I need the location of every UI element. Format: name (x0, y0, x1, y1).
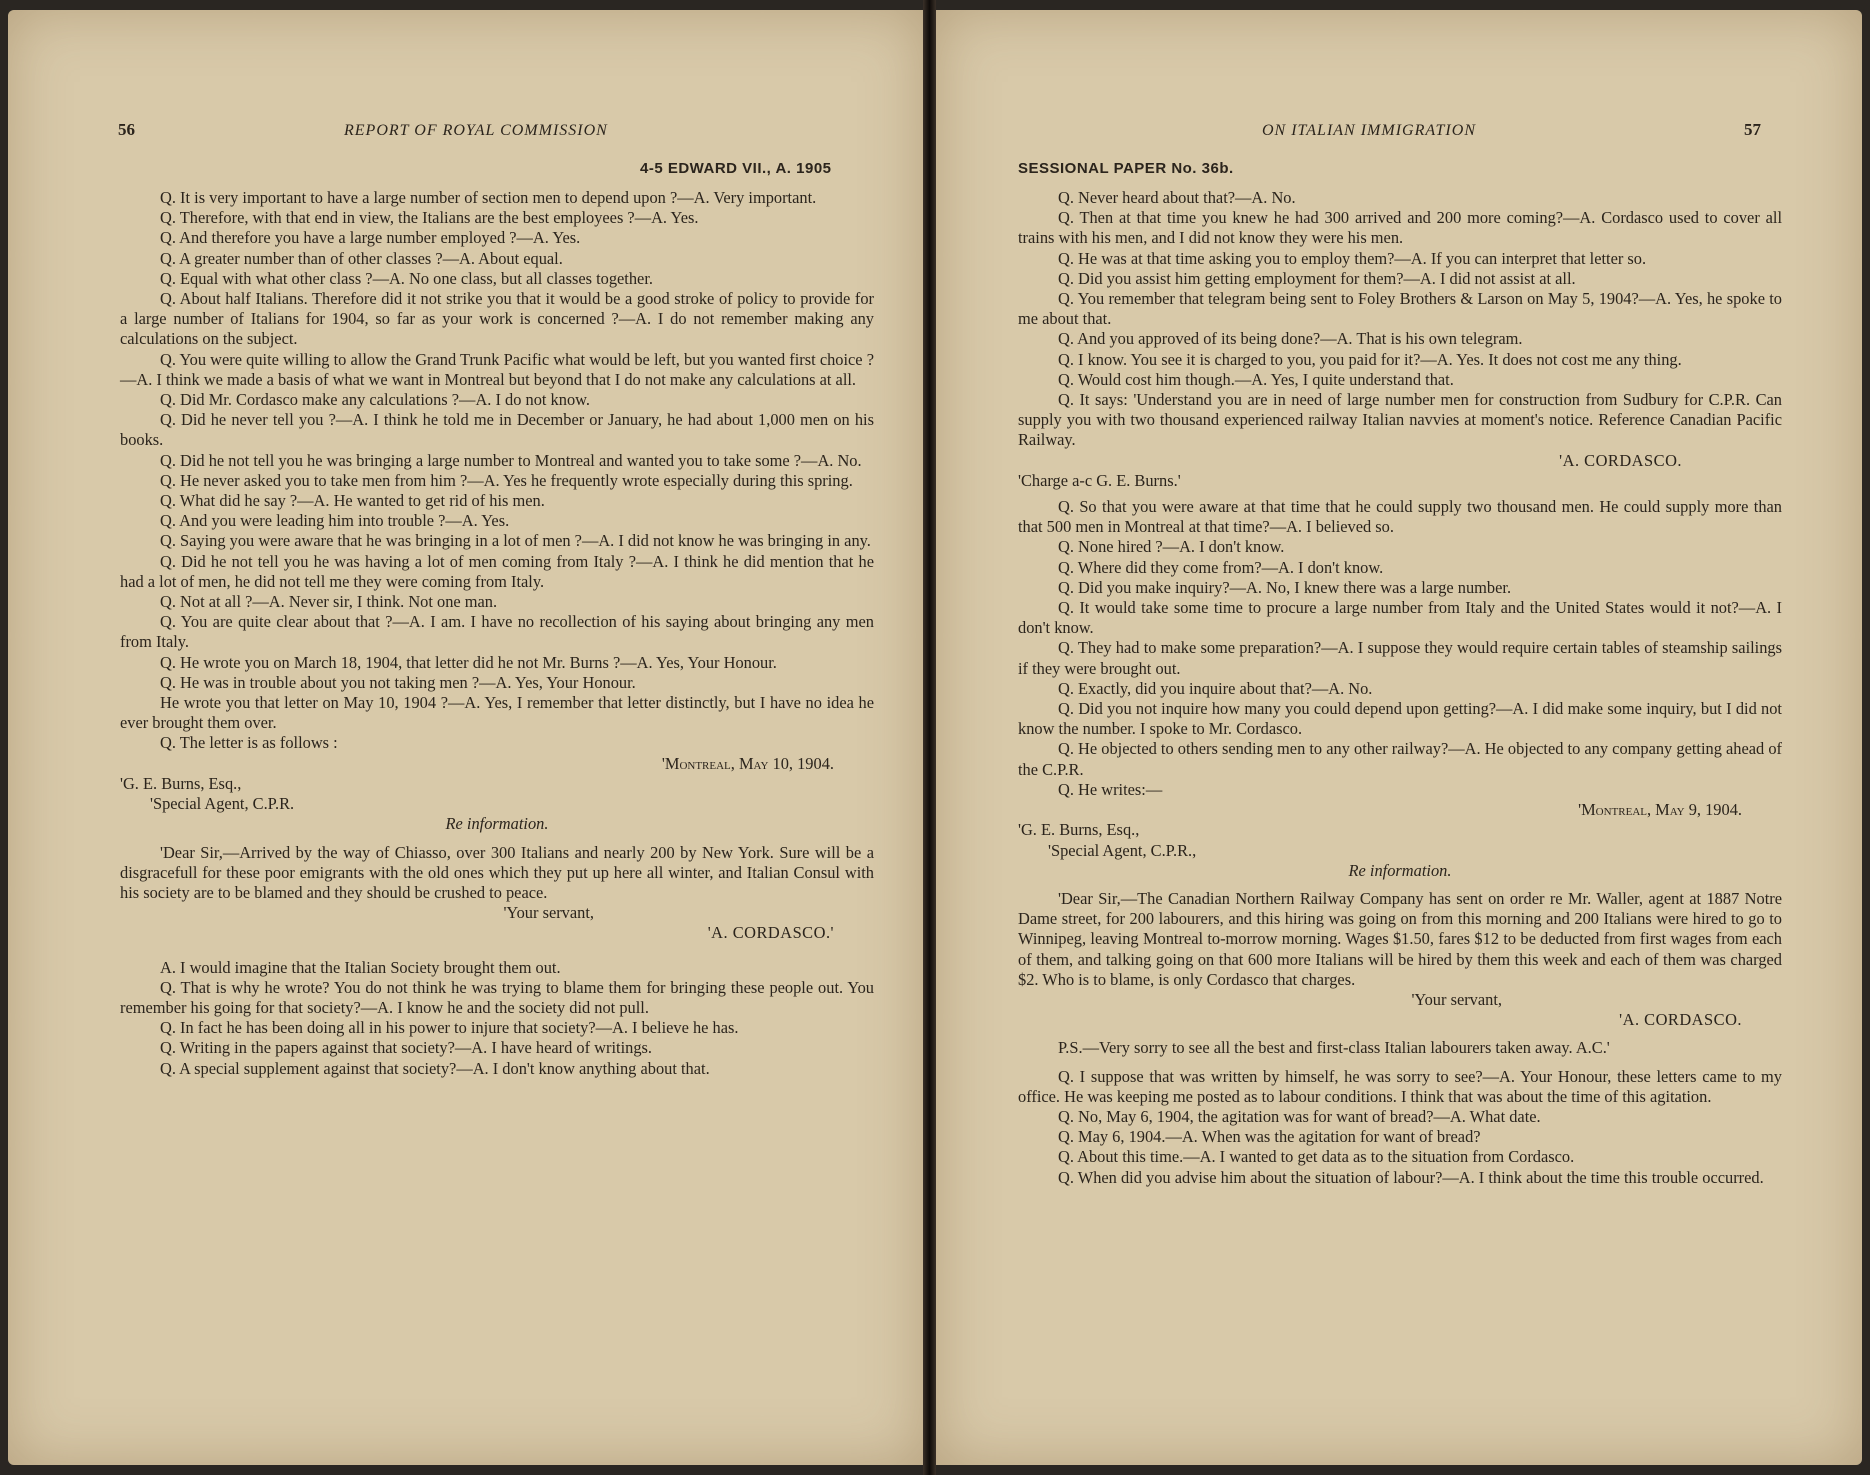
transcript-paragraph: Q. It is very important to have a large number of section men to depend upon ?—A. Very important. (160, 188, 817, 207)
transcript-paragraph: Q. And therefore you have a large number employed ?—A. Yes. (160, 228, 581, 248)
left-body-text (120, 188, 874, 1079)
letter-re-line: Re information. (445, 814, 549, 834)
letter-signature: 'A. CORDASCO. (1619, 1010, 1742, 1030)
letter-dateline: 'Montreal, May 9, 1904. (1578, 800, 1742, 820)
transcript-paragraph: Q. Did he never tell you ?—A. I think he told me in December or January, he had about 1,000 men on his books. (120, 410, 874, 450)
transcript-paragraph: Q. That is why he wrote? You do not think he was trying to blame them for bringing these people out. You remember his going for that society?—A. I know he and the society did not pull. (120, 977, 874, 1017)
transcript-paragraph: Q. Exactly, did you inquire about that?—A. No. (1058, 678, 1373, 698)
transcript-paragraph: Q. Saying you were aware that he was bringing in a lot of men ?—A. I did not know he was bringing in any. (160, 531, 871, 551)
transcript-paragraph: Q. Writing in the papers against that society?—A. I have heard of writings. (160, 1038, 652, 1058)
transcript-paragraph: Q. Did he not tell you he was bringing a large number to Montreal and wanted you to take some ?—A. No. (160, 450, 862, 470)
running-head: REPORT OF ROYAL COMMISSION (344, 122, 608, 139)
letter-closing: 'Your servant, (1411, 989, 1502, 1009)
session-label: 4-5 EDWARD VII., A. 1905 (640, 160, 832, 177)
transcript-paragraph: Q. They had to make some preparation?—A. I suppose they would require certain tables of steamship sailings if they were brought out. (1018, 638, 1782, 678)
transcript-paragraph: Q. When did you advise him about the situation of labour?—A. I think about the time this trouble occurred. (1058, 1167, 1764, 1187)
transcript-paragraph: Q. He objected to others sending men to any other railway?—A. He objected to any company getting ahead of the C.P.R. (1018, 739, 1782, 779)
transcript-paragraph: Q. The letter is as follows : (160, 733, 338, 753)
transcript-paragraph: Q. Where did they come from?—A. I don't know. (1058, 557, 1384, 577)
page-number: 57 (1744, 120, 1761, 139)
right-body-text (1018, 188, 1782, 1188)
question-list-2 (1018, 497, 1782, 800)
letter-postscript: P.S.—Very sorry to see all the best and first-class Italian labourers taken away. A.C.' (1058, 1038, 1610, 1058)
letter-body: 'Dear Sir,—The Canadian Northern Railway Company has sent on order re Mr. Waller, agent at 1887 Notre Dame street, for 200 labourers, and this hiring was going on from this morning and 200 Italians were hired to go to Winnipeg, leaving Montreal to-morrow morning. Wages $1.50, fares $12 to be deducted from first wages from each of them, and talking going on that 600 more Italians will be hired by them this week and each of them was charged $2. Who is to blame, is only Cordasco that charges. (1018, 888, 1782, 989)
transcript-paragraph: Q. A special supplement against that society?—A. I don't know anything about that. (160, 1058, 710, 1078)
transcript-paragraph: Q. Did you assist him getting employment for them?—A. I did not assist at all. (1058, 268, 1576, 288)
transcript-paragraph: Q. Equal with what other class ?—A. No one class, but all classes together. (160, 268, 653, 288)
book-gutter (923, 0, 936, 1475)
transcript-paragraph: A. I would imagine that the Italian Society brought them out. (160, 957, 561, 977)
telegram-signature: 'A. CORDASCO. (1559, 450, 1682, 470)
transcript-paragraph: Q. It would take some time to procure a large number from Italy and the United States would it not?—A. I don't know. (1018, 598, 1782, 638)
transcript-paragraph: Q. None hired ?—A. I don't know. (1058, 537, 1285, 557)
letter-addressee-title: 'Special Agent, C.P.R. (150, 794, 295, 814)
transcript-paragraph: Q. A greater number than of other classes ?—A. About equal. (160, 248, 563, 268)
transcript-paragraph: Q. He wrote you on March 18, 1904, that letter did he not Mr. Burns ?—A. Yes, Your Honour. (160, 652, 777, 672)
transcript-paragraph: Q. Therefore, with that end in view, the Italians are the best employees ?—A. Yes. (160, 208, 699, 228)
question-list (120, 188, 874, 754)
transcript-paragraph: Q. Never heard about that?—A. No. (1058, 188, 1296, 207)
transcript-paragraph: Q. Then at that time you knew he had 300 arrived and 200 more coming?—A. Cordasco used to cover all trains with his men, and I did not know they were his men. (1018, 208, 1782, 248)
transcript-paragraph: Q. Not at all ?—A. Never sir, I think. Not one man. (160, 592, 498, 612)
transcript-paragraph: Q. No, May 6, 1904, the agitation was for want of bread?—A. What date. (1058, 1106, 1541, 1126)
letter-addressee: 'G. E. Burns, Esq., (120, 773, 242, 793)
session-label: SESSIONAL PAPER No. 36b. (1018, 160, 1234, 177)
transcript-paragraph: Q. About this time.—A. I wanted to get data as to the situation from Cordasco. (1058, 1147, 1575, 1167)
transcript-paragraph: Q. Did you not inquire how many you could depend upon getting?—A. I did make some inquiry, but I did not know the number. I spoke to Mr. Cordasco. (1018, 699, 1782, 739)
transcript-paragraph: He wrote you that letter on May 10, 1904 ?—A. Yes, I remember that letter distinctly, but I have no idea he ever brought them over. (120, 693, 874, 733)
transcript-paragraph: Q. He was at that time asking you to employ them?—A. If you can interpret that letter so. (1058, 248, 1647, 268)
transcript-paragraph: Q. And you were leading him into trouble ?—A. Yes. (160, 511, 510, 531)
running-head: ON ITALIAN IMMIGRATION (1262, 122, 1476, 139)
transcript-paragraph: Q. And you approved of its being done?—A. That is his own telegram. (1058, 329, 1523, 349)
transcript-paragraph: Q. He writes:— (1058, 779, 1163, 799)
letter-addressee: 'G. E. Burns, Esq., (1018, 820, 1140, 840)
transcript-paragraph: Q. Did you make inquiry?—A. No, I knew there was a large number. (1058, 577, 1512, 597)
transcript-paragraph: Q. You remember that telegram being sent to Foley Brothers & Larson on May 5, 1904?—A. Yes, he spoke to me about that. (1018, 289, 1782, 329)
question-list (1018, 188, 1782, 451)
transcript-paragraph: Q. You were quite willing to allow the Grand Trunk Pacific what would be left, but you wanted first choice ?—A. I think we made a basis of what we want in Montreal but beyond that I do not make any calculations at all. (120, 349, 874, 389)
letter-dateline: 'Montreal, May 10, 1904. (661, 753, 834, 773)
transcript-paragraph: Q. I know. You see it is charged to you, you paid for it?—A. Yes. It does not cost me any thing. (1058, 349, 1682, 369)
transcript-paragraph: Q. So that you were aware at that time that he could supply two thousand men. He could supply more than that 500 men in Montreal at that time?—A. I believed so. (1018, 497, 1782, 537)
transcript-paragraph: Q. Would cost him though.—A. Yes, I quite understand that. (1058, 369, 1454, 389)
question-list-after (1018, 1067, 1782, 1188)
right-page (936, 10, 1862, 1465)
letter-signature: 'A. CORDASCO.' (707, 923, 834, 943)
transcript-paragraph: Q. May 6, 1904.—A. When was the agitation for want of bread? (1058, 1127, 1481, 1147)
page-number: 56 (118, 120, 135, 139)
transcript-paragraph: Q. Did Mr. Cordasco make any calculations ?—A. I do not know. (160, 390, 591, 410)
transcript-paragraph: Q. Did he not tell you he was having a lot of men coming from Italy ?—A. I think he did mention that he had a lot of men, he did not tell me they were coming from Italy. (120, 551, 874, 591)
transcript-paragraph: Q. What did he say ?—A. He wanted to get rid of his men. (160, 491, 545, 511)
transcript-paragraph: Q. I suppose that was written by himself, he was sorry to see?—A. Your Honour, these letters came to my office. He was keeping me posted as to labour conditions. I think that was about the time of this agitation. (1018, 1066, 1782, 1106)
charge-line: 'Charge a-c G. E. Burns.' (1018, 470, 1181, 490)
transcript-paragraph: Q. It says: 'Understand you are in need of large number men for construction from Sudbury for C.P.R. Can supply you with two thousand experienced railway Italian navvies at moment's notice. Reference Canadian Pacific Railway. (1018, 390, 1782, 450)
letter-addressee-title: 'Special Agent, C.P.R., (1048, 840, 1197, 860)
question-list-after (120, 958, 874, 1079)
left-page (8, 10, 923, 1465)
transcript-paragraph: Q. You are quite clear about that ?—A. I am. I have no recollection of his saying about bringing any men from Italy. (120, 612, 874, 652)
transcript-paragraph: Q. He never asked you to take men from him ?—A. Yes he frequently wrote especially during this spring. (160, 470, 853, 490)
transcript-paragraph: Q. In fact he has been doing all in his power to injure that society?—A. I believe he has. (160, 1018, 739, 1038)
letter-re-line: Re information. (1348, 860, 1452, 880)
transcript-paragraph: Q. About half Italians. Therefore did it not strike you that it would be a good stroke of policy to provide for a large number of Italians for 1904, so far as your work is concerned ?—A. I do not remember making any calculations on the subject. (120, 289, 874, 349)
letter-body: 'Dear Sir,—Arrived by the way of Chiasso, over 300 Italians and nearly 200 by New York. Sure will be a disgracefull for these poor emigrants with the old ones which they put up here all winter, and Italian Consul with his society are to be blamed and they should be crushed to peace. (120, 842, 874, 902)
transcript-paragraph: Q. He was in trouble about you not taking men ?—A. Yes, Your Honour. (160, 672, 636, 692)
letter-closing: 'Your servant, (503, 903, 594, 923)
